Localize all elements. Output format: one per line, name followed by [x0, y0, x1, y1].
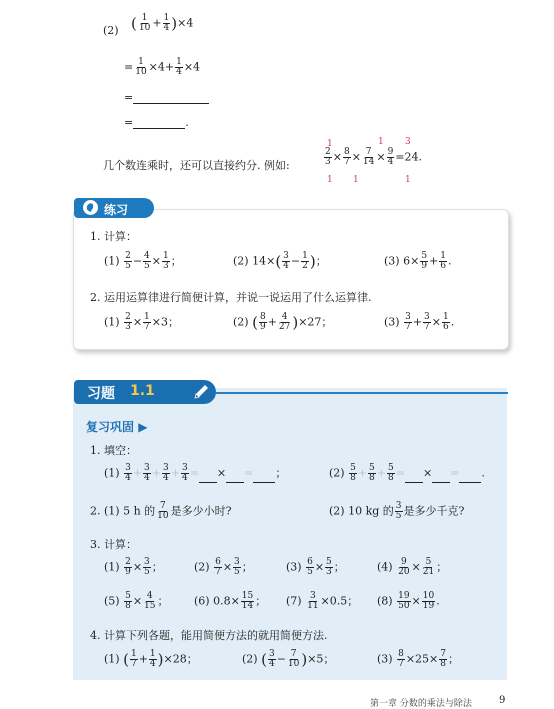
pencil-badge-icon — [83, 200, 98, 215]
practice-tab-label: 练习 — [104, 203, 129, 217]
play-arrow-icon: ▶ — [138, 420, 148, 434]
q3-item-4: (4) $\frac{9}{20}$ × $\frac{5}{21}$ ； — [377, 557, 448, 577]
exercise-q4-3: (3) $\frac{8}{7}$ ×25× $\frac{7}{8}$ ； — [377, 649, 459, 669]
practice-q2-2: (2) ( $\frac{8}{9}$ + $\frac{4}{27}$ )×27； — [233, 312, 333, 332]
exercise-q1-1: (1) $\frac{3}{4}$ + $\frac{3}{4}$ + $\frac{3}{4}$ + $\frac{3}{4}$ = × = ； — [104, 463, 287, 483]
q3-item-3: (3) $\frac{6}{5}$ × $\frac{5}{3}$ ； — [286, 557, 345, 577]
cancel-note: 几个数连乘时，还可以直接约分. 例如: — [103, 159, 290, 172]
practice-tab — [74, 198, 154, 218]
exercise-header-rule — [216, 392, 508, 394]
worked-line-2: = — [124, 91, 209, 104]
q3-item-1: (1) $\frac{2}{9}$ × $\frac{3}{5}$ ； — [104, 557, 163, 577]
pencil-icon — [192, 383, 210, 401]
item-2-label: (2) — [103, 24, 119, 37]
practice-q2-3: (3) $\frac{3}{7}$ + $\frac{3}{7}$ × $\frac{1}{6}$ . — [384, 312, 455, 332]
page-number: 9 — [499, 695, 506, 706]
exercise-q1-2: (2) $\frac{5}{8}$ + $\frac{5}{8}$ + $\frac{5}{8}$ = × = . — [329, 463, 485, 483]
worked-line-1: = $\frac{1}{10}$ ×4+ $\frac{1}{4}$ ×4 — [124, 57, 201, 77]
exercise-q3: 3. 计算： — [90, 538, 137, 551]
worked-expression: ( $\frac{1}{10}$ + $\frac{1}{4}$ )×4 — [131, 13, 194, 33]
practice-q1-3: (3) 6× $\frac{5}{9}$ + $\frac{1}{6}$ . — [384, 251, 452, 271]
practice-q1-1: (1) $\frac{2}{5}$ − $\frac{4}{5}$ × $\frac{1}{3}$ ； — [104, 251, 182, 271]
footer-chapter: 第一章 分数的乘法与除法 — [370, 699, 472, 709]
exercise-q2-1: 2. (1) 5 h 的 $\frac{7}{10}$ 是多少小时? — [90, 501, 232, 521]
q3-item-5: (5) $\frac{5}{8}$ × $\frac{4}{15}$ ； — [104, 591, 169, 611]
practice-q2: 2. 运用运算律进行简便计算，并说一说运用了什么运算律. — [90, 291, 372, 304]
exercise-q4-1: (1) ( $\frac{1}{7}$ + $\frac{1}{4}$ )×28； — [104, 649, 198, 669]
exercise-header — [74, 380, 216, 404]
q3-item-2: (2) $\frac{6}{7}$ × $\frac{3}{5}$ ； — [194, 557, 253, 577]
review-section-title: 复习巩固 ▶ — [86, 420, 148, 434]
exercise-number: 1.1 — [130, 383, 155, 399]
exercise-q4-2: (2) ( $\frac{3}{4}$ − $\frac{7}{10}$ )×5； — [242, 649, 335, 669]
exercise-q2-2: (2) 10 kg 的 $\frac{3}{5}$ 是多少千克? — [329, 501, 465, 521]
practice-q2-1: (1) $\frac{2}{3}$ × $\frac{1}{7}$ ×3； — [104, 312, 179, 332]
practice-q1-2: (2) 14×( $\frac{3}{4}$ − $\frac{1}{2}$ )； — [233, 251, 327, 271]
exercise-title: 习题 — [87, 386, 115, 402]
q3-item-8: (8) $\frac{19}{50}$ × $\frac{10}{19}$ . — [377, 591, 440, 611]
practice-q1: 1. 计算： — [90, 230, 137, 243]
worked-line-3: = . — [124, 116, 189, 129]
q3-item-6: (6) 0.8× $\frac{15}{14}$ ； — [194, 591, 267, 611]
exercise-q1: 1. 填空： — [90, 444, 137, 457]
q3-item-7: (7) $\frac{3}{11}$ ×0.5； — [286, 591, 359, 611]
exercise-q4: 4. 计算下列各题，能用简便方法的就用简便方法. — [90, 629, 328, 642]
cancel-example: 1 1 3 $\frac{2}{3}$ × $\frac{8}{7}$ × $\frac{7}{14}$ × $\frac{9}{4}$ =24. 1 1 1 — [325, 137, 423, 185]
